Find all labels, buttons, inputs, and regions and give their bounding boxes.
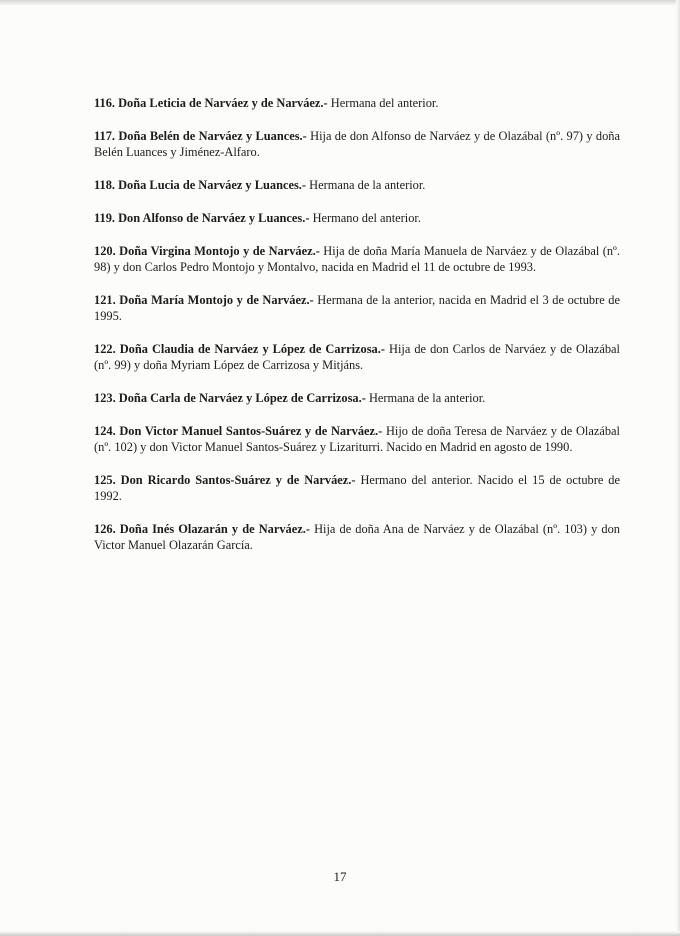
entry-heading: 124. Don Victor Manuel Santos-Suárez y de Narváez.-: [94, 424, 383, 438]
entry-124: [94, 423, 620, 455]
entry-heading: 120. Doña Virgina Montojo y de Narváez.-: [94, 244, 320, 258]
entry-text: Hija de don Alfonso de Narváez y de Olazábal (nº. 97) y doña Belén Luances y Jiménez-Alfaro.: [94, 129, 620, 159]
entry-heading: 119. Don Alfonso de Narváez y Luances.-: [94, 211, 310, 225]
scan-edge-bottom: [0, 931, 680, 936]
entry-126: [94, 521, 620, 553]
entry-text: Hermano del anterior.: [312, 211, 421, 225]
entry-text: Hermana de la anterior, nacida en Madrid el 3 de octubre de 1995.: [94, 293, 621, 323]
entry-125: [94, 472, 620, 504]
entry-heading: 117. Doña Belén de Narváez y Luances.-: [94, 129, 307, 143]
entry-122: [94, 341, 620, 373]
entry-text: Hermano del anterior. Nacido el 15 de octubre de 1992.: [94, 473, 620, 503]
entry-119: [94, 210, 620, 226]
entry-heading: 122. Doña Claudia de Narváez y López de Carrizosa.-: [94, 342, 385, 356]
entry-text: Hija de doña Ana de Narváez y de Olazábal (nº. 103) y don Victor Manuel Olazarán García.: [94, 522, 620, 552]
entry-text: Hija de don Carlos de Narváez y de Olazábal (nº. 99) y doña Myriam López de Carrizosa y Mitjáns.: [94, 342, 620, 372]
scan-edge-top: [0, 0, 680, 6]
entry-heading: 118. Doña Lucia de Narváez y Luances.-: [94, 178, 307, 192]
entry-heading: 123. Doña Carla de Narváez y López de Carrizosa.-: [94, 391, 366, 405]
entry-text: Hija de doña María Manuela de Narváez y de Olazábal (nº. 98) y don Carlos Pedro Montojo y Montalvo, nacida en Madrid el 11 de octubre de 1993.: [94, 244, 620, 274]
entry-117: [94, 128, 620, 160]
entry-heading: 125. Don Ricardo Santos-Suárez y de Narváez.-: [94, 473, 356, 487]
entry-heading: 121. Doña María Montojo y de Narváez.-: [94, 293, 314, 307]
entry-121: [94, 292, 620, 324]
entry-text: Hijo de doña Teresa de Narváez y de Olazábal (nº. 102) y don Victor Manuel Santos-Suárez y Lizariturri. Nacido en Madrid en agosto de 1990.: [94, 424, 620, 454]
entry-heading: 116. Doña Leticia de Narváez y de Narváez.-: [94, 96, 328, 110]
entry-123: [94, 390, 620, 406]
scan-edge-right: [676, 0, 680, 936]
page-number: 17: [333, 869, 347, 884]
entry-text: Hermana de la anterior.: [309, 178, 426, 192]
entry-118: [94, 177, 620, 193]
entry-120: [94, 243, 620, 275]
genealogy-entries: [94, 95, 620, 570]
entry-116: [94, 95, 620, 111]
entry-heading: 126. Doña Inés Olazarán y de Narváez.-: [94, 522, 310, 536]
entry-text: Hermana de la anterior.: [368, 391, 486, 405]
entry-text: Hermana del anterior.: [330, 96, 439, 110]
